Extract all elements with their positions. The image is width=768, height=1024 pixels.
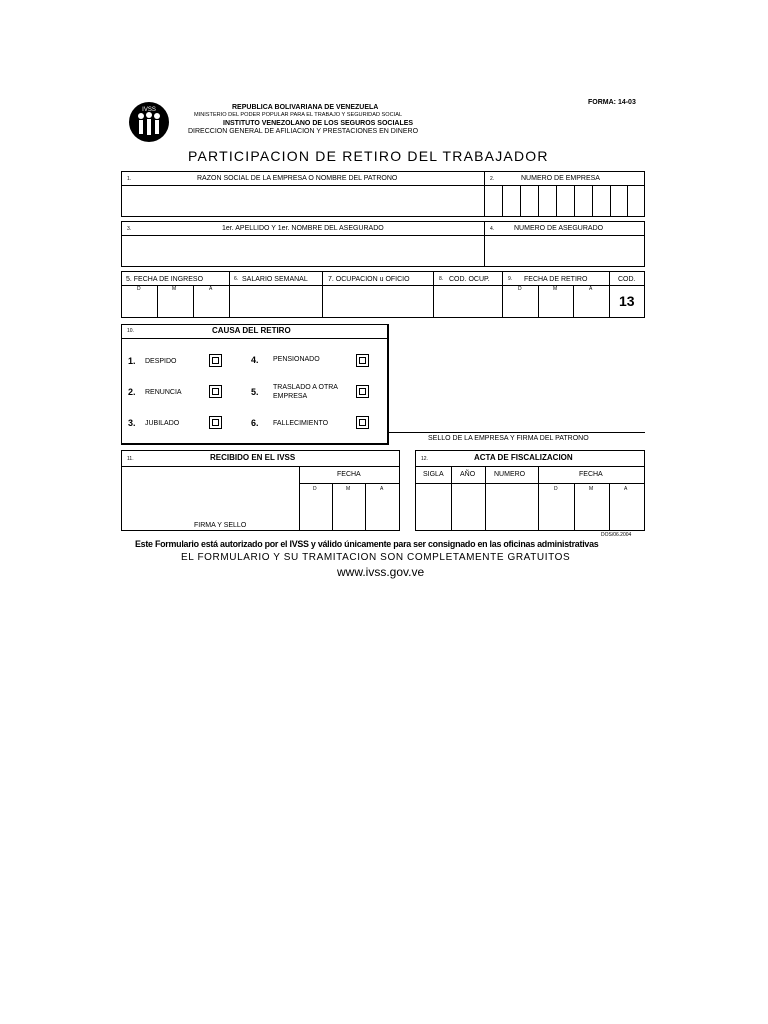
- fecha-retiro-label: FECHA DE RETIRO: [524, 276, 588, 283]
- section-number: 8.: [439, 276, 444, 282]
- header-line4: DIRECCION GENERAL DE AFILIACION Y PRESTACIONES EN DINERO: [188, 128, 419, 135]
- pensionado-checkbox[interactable]: [356, 354, 369, 367]
- apellido-nombre-label: 1er. APELLIDO Y 1er. NOMBRE DEL ASEGURADO: [222, 225, 384, 232]
- sello-line: [389, 432, 645, 433]
- numero-field[interactable]: [486, 484, 537, 530]
- traslado-checkbox[interactable]: [356, 385, 369, 398]
- fallecimiento-checkbox[interactable]: [356, 416, 369, 429]
- traslado-label-2: EMPRESA: [273, 393, 308, 400]
- day-label: D: [137, 286, 141, 292]
- fallecimiento-label: FALLECIMIENTO: [273, 420, 329, 427]
- cod-label: COD.: [618, 276, 636, 283]
- sello-firma-area[interactable]: [390, 324, 644, 432]
- recibido-title: RECIBIDO EN EL IVSS: [210, 453, 296, 462]
- month-label: M: [553, 286, 558, 292]
- month-label: M: [589, 486, 594, 492]
- firma-sello-label: FIRMA Y SELLO: [194, 522, 247, 529]
- year-label: A: [624, 486, 628, 492]
- page-title: PARTICIPACION DE RETIRO DEL TRABAJADOR: [188, 148, 549, 164]
- numero-empresa-label: NUMERO DE EMPRESA: [521, 175, 600, 182]
- section-number: 11.: [127, 456, 134, 462]
- year-label: A: [589, 286, 593, 292]
- section-number: 1.: [127, 176, 132, 182]
- numero-asegurado-field[interactable]: [485, 236, 644, 266]
- footer-url: www.ivss.gov.ve: [337, 565, 425, 579]
- razon-social-label: RAZON SOCIAL DE LA EMPRESA O NOMBRE DEL PATRONO: [197, 175, 398, 182]
- cod-value: 13: [619, 293, 635, 309]
- section-number: 9.: [508, 276, 513, 282]
- header-line2: MINISTERIO DEL PODER POPULAR PARA EL TRABAJO Y SEGURIDAD SOCIAL: [194, 112, 403, 118]
- anio-field[interactable]: [452, 484, 484, 530]
- fecha-retiro-field[interactable]: [503, 293, 608, 317]
- forma-number: FORMA: 14-03: [588, 99, 636, 106]
- section-number: 6.: [234, 276, 239, 282]
- apellido-nombre-field[interactable]: [122, 236, 483, 266]
- ivss-logo: [127, 101, 171, 143]
- section-number: 12.: [421, 456, 428, 462]
- cod-ocup-label: COD. OCUP.: [449, 276, 490, 283]
- numero-asegurado-label: NUMERO DE ASEGURADO: [514, 225, 604, 232]
- footer-gratuito: EL FORMULARIO Y SU TRAMITACION SON COMPLETAMENTE GRATUITOS: [181, 552, 571, 563]
- jubilado-checkbox[interactable]: [209, 416, 222, 429]
- section-number: 2.: [490, 176, 495, 182]
- cod-ocup-field[interactable]: [434, 286, 501, 317]
- year-label: A: [209, 286, 213, 292]
- form-version: DOS/06.2004: [601, 532, 632, 538]
- traslado-label: TRASLADO A OTRA: [273, 384, 338, 391]
- footer-authorization: Este Formulario está autorizado por el IVSS y válido únicamente para ser consignado en las oficinas administrativas: [135, 539, 599, 549]
- month-label: M: [346, 486, 351, 492]
- day-label: D: [313, 486, 317, 492]
- anio-label: AÑO: [460, 471, 476, 478]
- causa-retiro-title: CAUSA DEL RETIRO: [212, 326, 291, 335]
- option-number: 5.: [251, 387, 259, 397]
- section-number: 10.: [127, 328, 134, 334]
- day-label: D: [518, 286, 522, 292]
- recibido-fecha-label: FECHA: [337, 471, 361, 478]
- numero-empresa-field[interactable]: [485, 186, 644, 216]
- renuncia-label: RENUNCIA: [145, 389, 182, 396]
- ocupacion-field[interactable]: [323, 286, 432, 317]
- sello-firma-label: SELLO DE LA EMPRESA Y FIRMA DEL PATRONO: [428, 435, 589, 442]
- year-label: A: [380, 486, 384, 492]
- section-number: 4.: [490, 226, 495, 232]
- acta-title: ACTA DE FISCALIZACION: [474, 453, 573, 462]
- option-number: 2.: [128, 387, 136, 397]
- numero-label: NUMERO: [494, 471, 526, 478]
- acta-fecha-label: FECHA: [579, 471, 603, 478]
- fecha-ingreso-label: 5. FECHA DE INGRESO: [126, 276, 204, 283]
- header-line3: INSTITUTO VENEZOLANO DE LOS SEGUROS SOCIALES: [223, 120, 414, 127]
- option-number: 4.: [251, 355, 259, 365]
- header-line1: REPUBLICA BOLIVARIANA DE VENEZUELA: [232, 104, 379, 111]
- month-label: M: [172, 286, 177, 292]
- razon-social-field[interactable]: [122, 186, 483, 216]
- option-number: 1.: [128, 356, 136, 366]
- sigla-label: SIGLA: [423, 471, 444, 478]
- option-number: 6.: [251, 418, 259, 428]
- salario-semanal-label: SALARIO SEMANAL: [242, 276, 308, 283]
- day-label: D: [554, 486, 558, 492]
- recibido-firma-field[interactable]: [122, 467, 298, 519]
- sigla-field[interactable]: [416, 484, 450, 530]
- svg-text:IVSS: IVSS: [142, 107, 156, 113]
- renuncia-checkbox[interactable]: [209, 385, 222, 398]
- jubilado-label: JUBILADO: [145, 420, 180, 427]
- ocupacion-label: 7. OCUPACION u OFICIO: [328, 276, 410, 283]
- fecha-ingreso-field[interactable]: [122, 293, 228, 317]
- salario-semanal-field[interactable]: [230, 286, 321, 317]
- pensionado-label: PENSIONADO: [273, 356, 320, 363]
- despido-checkbox[interactable]: [209, 354, 222, 367]
- section-number: 3.: [127, 226, 132, 232]
- option-number: 3.: [128, 418, 136, 428]
- despido-label: DESPIDO: [145, 358, 177, 365]
